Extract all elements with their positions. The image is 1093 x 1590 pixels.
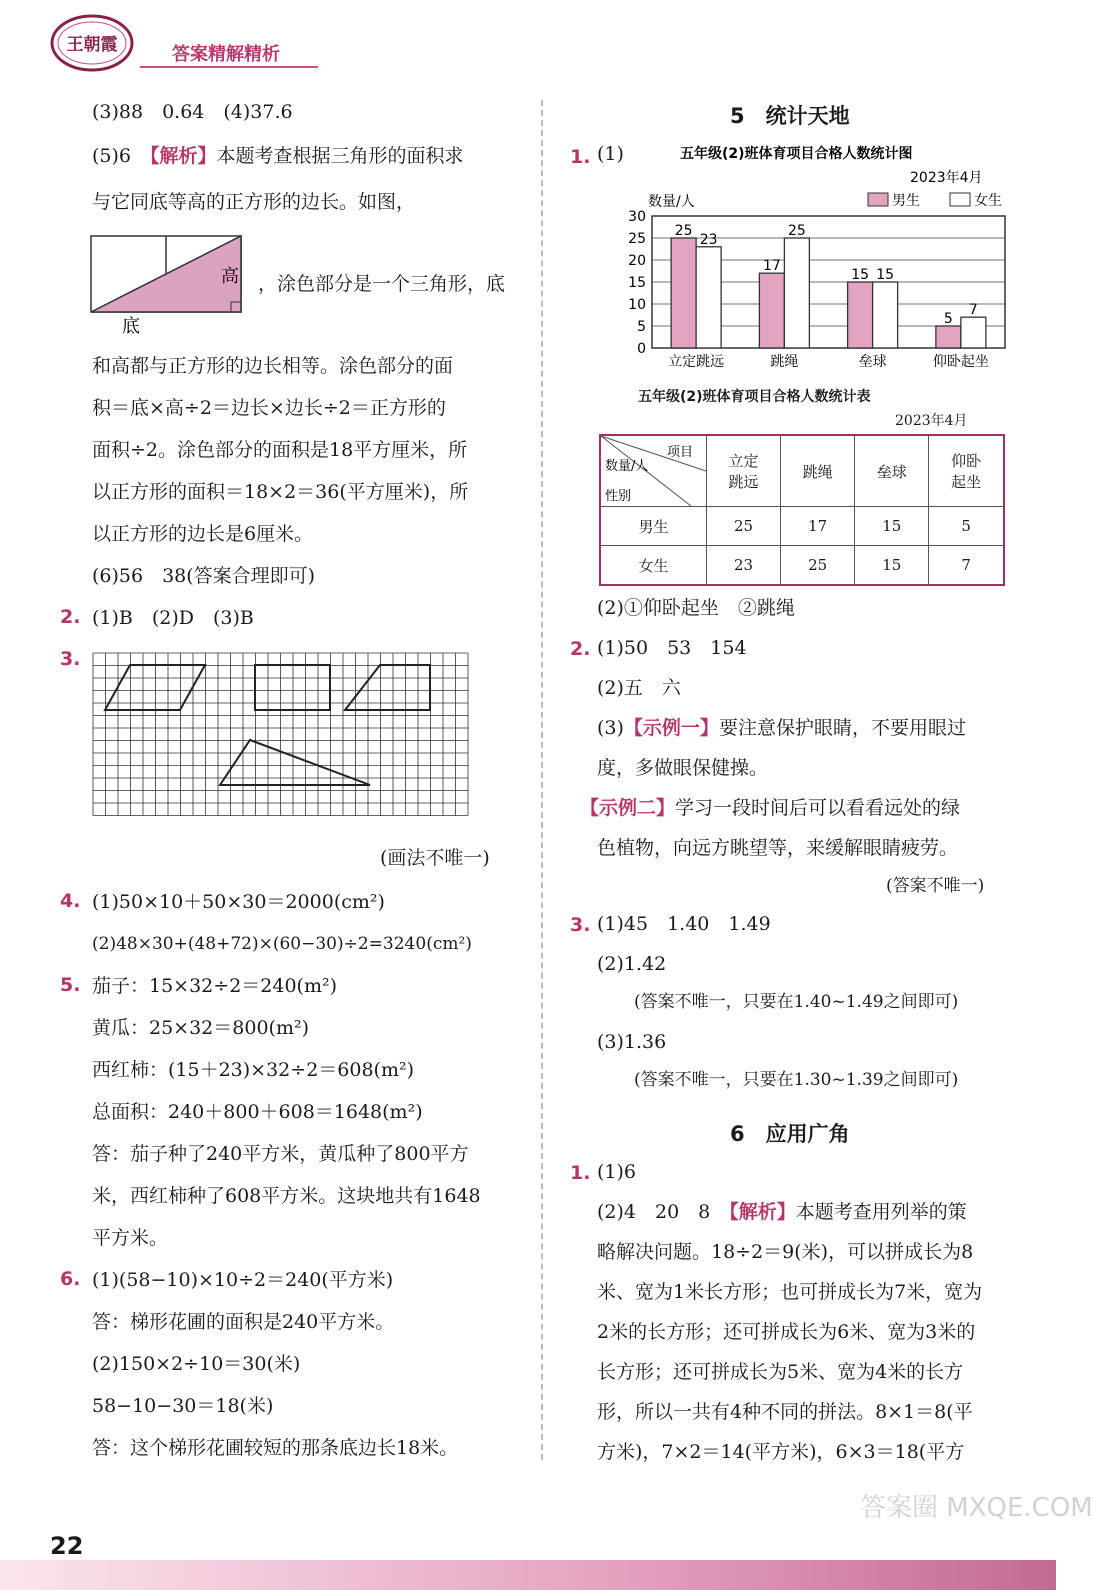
legend-swatch-boys	[868, 193, 888, 206]
footer-band	[0, 1560, 1056, 1590]
answer-line-8: 以正方形的面积＝18×2＝36(平方厘米)，所	[92, 481, 469, 503]
q4-number: 4.	[60, 890, 81, 912]
y-tick-label: 15	[628, 275, 646, 291]
table-cell: 17	[781, 507, 855, 546]
bar	[936, 326, 961, 348]
y-tick-label: 5	[637, 319, 646, 335]
row-label: 男生	[600, 507, 707, 546]
answer-line-9: 以正方形的边长是6厘米。	[92, 523, 314, 545]
r-q3-line-3: (3)1.36	[597, 1031, 667, 1053]
col-header: 跳绳	[781, 435, 855, 507]
square-triangle-figure	[88, 230, 258, 340]
r-q2-line-2: (2)五 六	[597, 677, 681, 699]
y-tick-label: 20	[628, 253, 646, 269]
r-q3-note-2: (答案不唯一，只要在1.30~1.39之间即可)	[634, 1070, 959, 1090]
corner-item: 项目	[667, 445, 694, 460]
data-label: 17	[762, 258, 781, 275]
bar	[873, 282, 898, 348]
header-title: 答案精解精析	[172, 44, 280, 65]
chart-title: 五年级(2)班体育项目合格人数统计图	[680, 146, 913, 162]
corner-sex: 性别	[605, 489, 632, 504]
answer-line-2: (5)6 【解析】本题考查根据三角形的面积求	[92, 145, 464, 167]
x-tick-label: 垒球	[858, 354, 887, 370]
q5-number: 5.	[60, 974, 81, 996]
data-label: 5	[943, 311, 953, 327]
s6-line-8: 方米)，7×2＝14(平方米)，6×3＝18(平方	[597, 1441, 965, 1463]
answer-line-5: 和高都与正方形的边长相等。涂色部分的面	[92, 355, 454, 377]
table-cell: 25	[707, 507, 781, 546]
table-row	[600, 546, 1004, 586]
y-tick-label: 10	[628, 297, 646, 313]
answer-line-10: (6)56 38(答案合理即可)	[92, 565, 316, 587]
row-label: 女生	[600, 546, 707, 586]
table-cell: 15	[855, 546, 929, 586]
s6-line-1: (1)6	[597, 1161, 637, 1183]
q5-line-5: 答：茄子种了240平方米，黄瓜种了800平方	[92, 1143, 469, 1165]
brand-logo	[48, 12, 136, 74]
corner-qty: 数量/人	[605, 459, 649, 474]
logo-text: 王朝霞	[66, 35, 118, 55]
table-date: 2023年4月	[895, 413, 968, 429]
chart-date: 2023年4月	[910, 170, 983, 186]
data-label: 7	[968, 302, 978, 319]
q2-number: 2.	[60, 606, 81, 628]
q4-line-1: (1)50×10＋50×30＝2000(cm²)	[92, 891, 385, 913]
q6-line-2: 答：梯形花圃的面积是240平方米。	[92, 1311, 395, 1333]
q4-line-2: (2)48×30+(48+72)×(60−30)÷2=3240(cm²)	[92, 934, 472, 954]
col-header: 仰卧 起坐	[929, 435, 1004, 507]
r-q2-line-4: 度，多做眼保健操。	[597, 757, 769, 779]
r-q2-note: (答案不唯一)	[886, 876, 985, 896]
q6-line-4: 58−10−30＝18(米)	[92, 1395, 274, 1417]
answer-line-7: 面积÷2。涂色部分的面积是18平方厘米，所	[92, 439, 468, 461]
q5-line-3: 西红柿：(15＋23)×32÷2＝608(m²)	[92, 1059, 415, 1081]
s6-q1-number: 1.	[570, 1162, 591, 1184]
q5-line-6: 米，西红柿种了608平方米。这块地共有1648	[92, 1185, 481, 1207]
x-tick-label: 立定跳远	[668, 354, 725, 370]
answer-line-4: ，涂色部分是一个三角形，底	[258, 273, 506, 295]
r-q3-line-1: (1)45 1.40 1.49	[597, 913, 771, 935]
q6-line-3: (2)150×2÷10＝30(米)	[92, 1353, 301, 1375]
s6-line-3: 略解决问题。18÷2＝9(米)，可以拼成长为8	[597, 1241, 974, 1263]
table-cell: 15	[855, 507, 929, 546]
s6-line-7: 形，所以一共有4种不同的拼法。8×1＝8(平	[597, 1401, 973, 1423]
r-q2-number: 2.	[570, 638, 591, 660]
r-q3-line-2: (2)1.42	[597, 953, 667, 975]
q5-line-1: 茄子：15×32÷2＝240(m²)	[92, 975, 338, 997]
x-tick-label: 仰卧起坐	[932, 354, 989, 370]
r-q1-2: (2)①仰卧起坐 ②跳绳	[597, 597, 795, 619]
r-q2-line-5: 【示例二】学习一段时间后可以看看远处的绿	[580, 797, 961, 819]
s6-line-5: 2米的长方形；还可拼成长为6米、宽为3米的	[597, 1321, 976, 1343]
bar-chart	[600, 140, 1020, 378]
section-5-title: 5 统计天地	[730, 104, 850, 128]
q5-line-7: 平方米。	[92, 1227, 169, 1249]
table-cell: 5	[929, 507, 1004, 546]
bar	[671, 238, 696, 348]
bar	[961, 317, 986, 348]
figure-label-base: 底	[122, 316, 140, 337]
r-q2-line-1: (1)50 53 154	[597, 637, 747, 659]
col-header: 垒球	[855, 435, 929, 507]
data-label: 23	[699, 231, 718, 248]
table-cell: 7	[929, 546, 1004, 586]
table-title: 五年级(2)班体育项目合格人数统计表	[638, 389, 871, 405]
r-q1-sub: (1)	[597, 143, 624, 165]
answer-line-3: 与它同底等高的正方形的边长。如图，	[92, 191, 416, 213]
data-label: 25	[787, 223, 806, 239]
r-q3-number: 3.	[570, 914, 591, 936]
y-tick-label: 0	[637, 341, 646, 357]
q3-number: 3.	[60, 648, 81, 670]
q3-note: (画法不唯一)	[380, 847, 490, 869]
q5-line-4: 总面积：240＋800＋608＝1648(m²)	[92, 1101, 423, 1123]
r-q2-line-6: 色植物，向远方眺望等，来缓解眼睛疲劳。	[597, 837, 959, 859]
drawing-grid	[88, 648, 478, 818]
q5-line-2: 黄瓜：25×32＝800(m²)	[92, 1017, 309, 1039]
data-label: 15	[876, 267, 895, 283]
col-header: 立定 跳远	[707, 435, 781, 507]
table-row	[600, 507, 1004, 546]
table-cell: 23	[707, 546, 781, 586]
section-6-title: 6 应用广角	[730, 1122, 850, 1146]
table-cell: 25	[781, 546, 855, 586]
column-divider	[541, 100, 543, 1460]
q6-number: 6.	[60, 1268, 81, 1290]
figure-label-high: 高	[221, 266, 239, 287]
legend-label-girls: 女生	[974, 193, 1002, 209]
answer-line-6: 积＝底×高÷2＝边长×边长÷2＝正方形的	[92, 397, 446, 419]
bar	[784, 238, 809, 348]
y-tick-label: 30	[628, 209, 646, 225]
q6-line-5: 答：这个梯形花圃较短的那条底边长18米。	[92, 1437, 459, 1459]
q2-answer: (1)B (2)D (3)B	[92, 607, 254, 629]
bar	[759, 273, 784, 348]
table-corner	[600, 435, 707, 507]
watermark: 答案圈 MXQE.COM	[860, 1493, 1093, 1523]
data-label: 15	[851, 267, 870, 283]
header-rule	[140, 66, 318, 68]
data-label: 25	[674, 223, 693, 239]
legend-swatch-girls	[950, 193, 970, 206]
s6-line-6: 长方形；还可拼成长为5米、宽为4米的长方	[597, 1361, 964, 1383]
r-q1-number: 1.	[570, 146, 591, 168]
y-tick-label: 25	[628, 231, 646, 247]
answer-line-1: (3)88 0.64 (4)37.6	[92, 101, 293, 123]
corner-diagonals	[601, 436, 706, 506]
bar	[848, 282, 873, 348]
stats-table	[599, 434, 1005, 586]
x-tick-label: 跳绳	[770, 354, 799, 370]
chart-ylabel: 数量/人	[648, 194, 695, 210]
s6-line-4: 米、宽为1米长方形；也可拼成长为7米，宽为	[597, 1281, 983, 1303]
page-number: 22	[50, 1532, 84, 1560]
bar	[696, 247, 721, 348]
legend-label-boys: 男生	[892, 193, 920, 209]
s6-line-2: (2)4 20 8 【解析】本题考查用列举的策	[597, 1201, 967, 1223]
q6-line-1: (1)(58−10)×10÷2＝240(平方米)	[92, 1269, 394, 1291]
r-q3-note-1: (答案不唯一，只要在1.40~1.49之间即可)	[634, 992, 959, 1012]
r-q2-line-3: (3)【示例一】要注意保护眼睛，不要用眼过	[597, 717, 966, 739]
